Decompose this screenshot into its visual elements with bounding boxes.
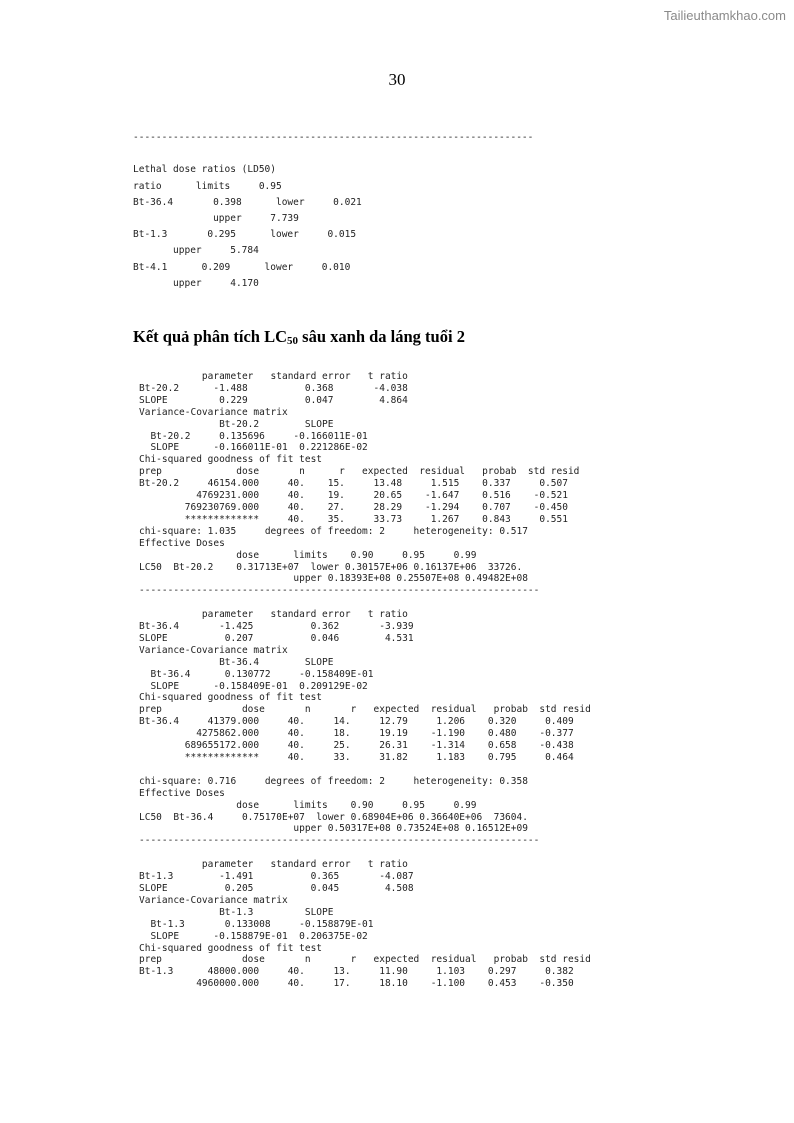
heading-prefix: Kết quả phân tích LC [133,327,288,346]
lethal-dose-ratios-block: ---------------------------------------------------------------------- Lethal dose ratios (LD50) ratio limits 0.95 Bt-36.4 0.398 lower 0.021 upper 7.739 Bt-1.3 0.295 lower 0.015 upper 5.784 Bt-4.1 0.209 lower 0.010 upper 4.170 [133,132,534,289]
heading-suffix: sâu xanh da láng tuổi 2 [298,327,465,346]
probit-analysis-output: parameter standard error t ratio Bt-20.2 -1.488 0.368 -4.038 SLOPE 0.229 0.047 4.864 Variance-Covariance matrix Bt-20.2 SLOPE Bt-20.2 0.135696 -0.166011E-01 SLOPE -0.166011E-01 0.221286E-02 Chi-squared goodness of fit test prep dose n r expected residual probab std resid Bt-20.2 46154.000 40. 15. 13.48 1.515 0.337 0.507 4769231.000 40. 19. 20.65 -1.647 0.516 -0.521 769230769.000 40. 27. 28.29 -1.294 0.707 -0.450 ************* 40. 35. 33.73 1.267 0.843 0.551 chi-square: 1.035 degrees of freedom: 2 heterogeneity: 0.517 Effective Doses dose limits 0.90 0.95 0.99 LC50 Bt-20.2 0.31713E+07 lower 0.30157E+06 0.16137E+06 33726. upper 0.18393E+08 0.25507E+08 0.49482E+08 ---------------------------------------------------------------------- parameter standard error t ratio Bt-36.4 -1.425 0.362 -3.939 SLOPE 0.207 0.046 4.531 Variance-Covariance matrix Bt-36.4 SLOPE Bt-36.4 0.130772 -0.158409E-01 SLOPE -0.158409E-01 0.209129E-02 Chi-squared goodness of fit test prep dose n r expected residual probab std resid Bt-36.4 41379.000 40. 14. 12.79 1.206 0.320 0.409 4275862.000 40. 18. 19.19 -1.190 0.480 -0.377 689655172.000 40. 25. 26.31 -1.314 0.658 -0.438 ************* 40. 33. 31.82 1.183 0.795 0.464 chi-square: 0.716 degrees of freedom: 2 heterogeneity: 0.358 Effective Doses dose limits 0.90 0.95 0.99 LC50 Bt-36.4 0.75170E+07 lower 0.68904E+06 0.36640E+06 73604. upper 0.50317E+08 0.73524E+08 0.16512E+09 ---------------------------------------------------------------------- parameter standard error t ratio Bt-1.3 -1.491 0.365 -4.087 SLOPE 0.205 0.045 4.508 Variance-Covariance matrix Bt-1.3 SLOPE Bt-1.3 0.133008 -0.158879E-01 SLOPE -0.158879E-01 0.206375E-02 Chi-squared goodness of fit test prep dose n r expected residual probab std resid Bt-1.3 48000.000 40. 13. 11.90 1.103 0.297 0.382 4960000.000 40. 17. 18.10 -1.100 0.453 -0.350 [139,371,591,990]
heading-subscript: 50 [287,335,299,347]
watermark: Tailieuthamkhao.com [663,8,786,23]
section-heading [133,327,465,347]
page-number: 30 [388,70,406,89]
